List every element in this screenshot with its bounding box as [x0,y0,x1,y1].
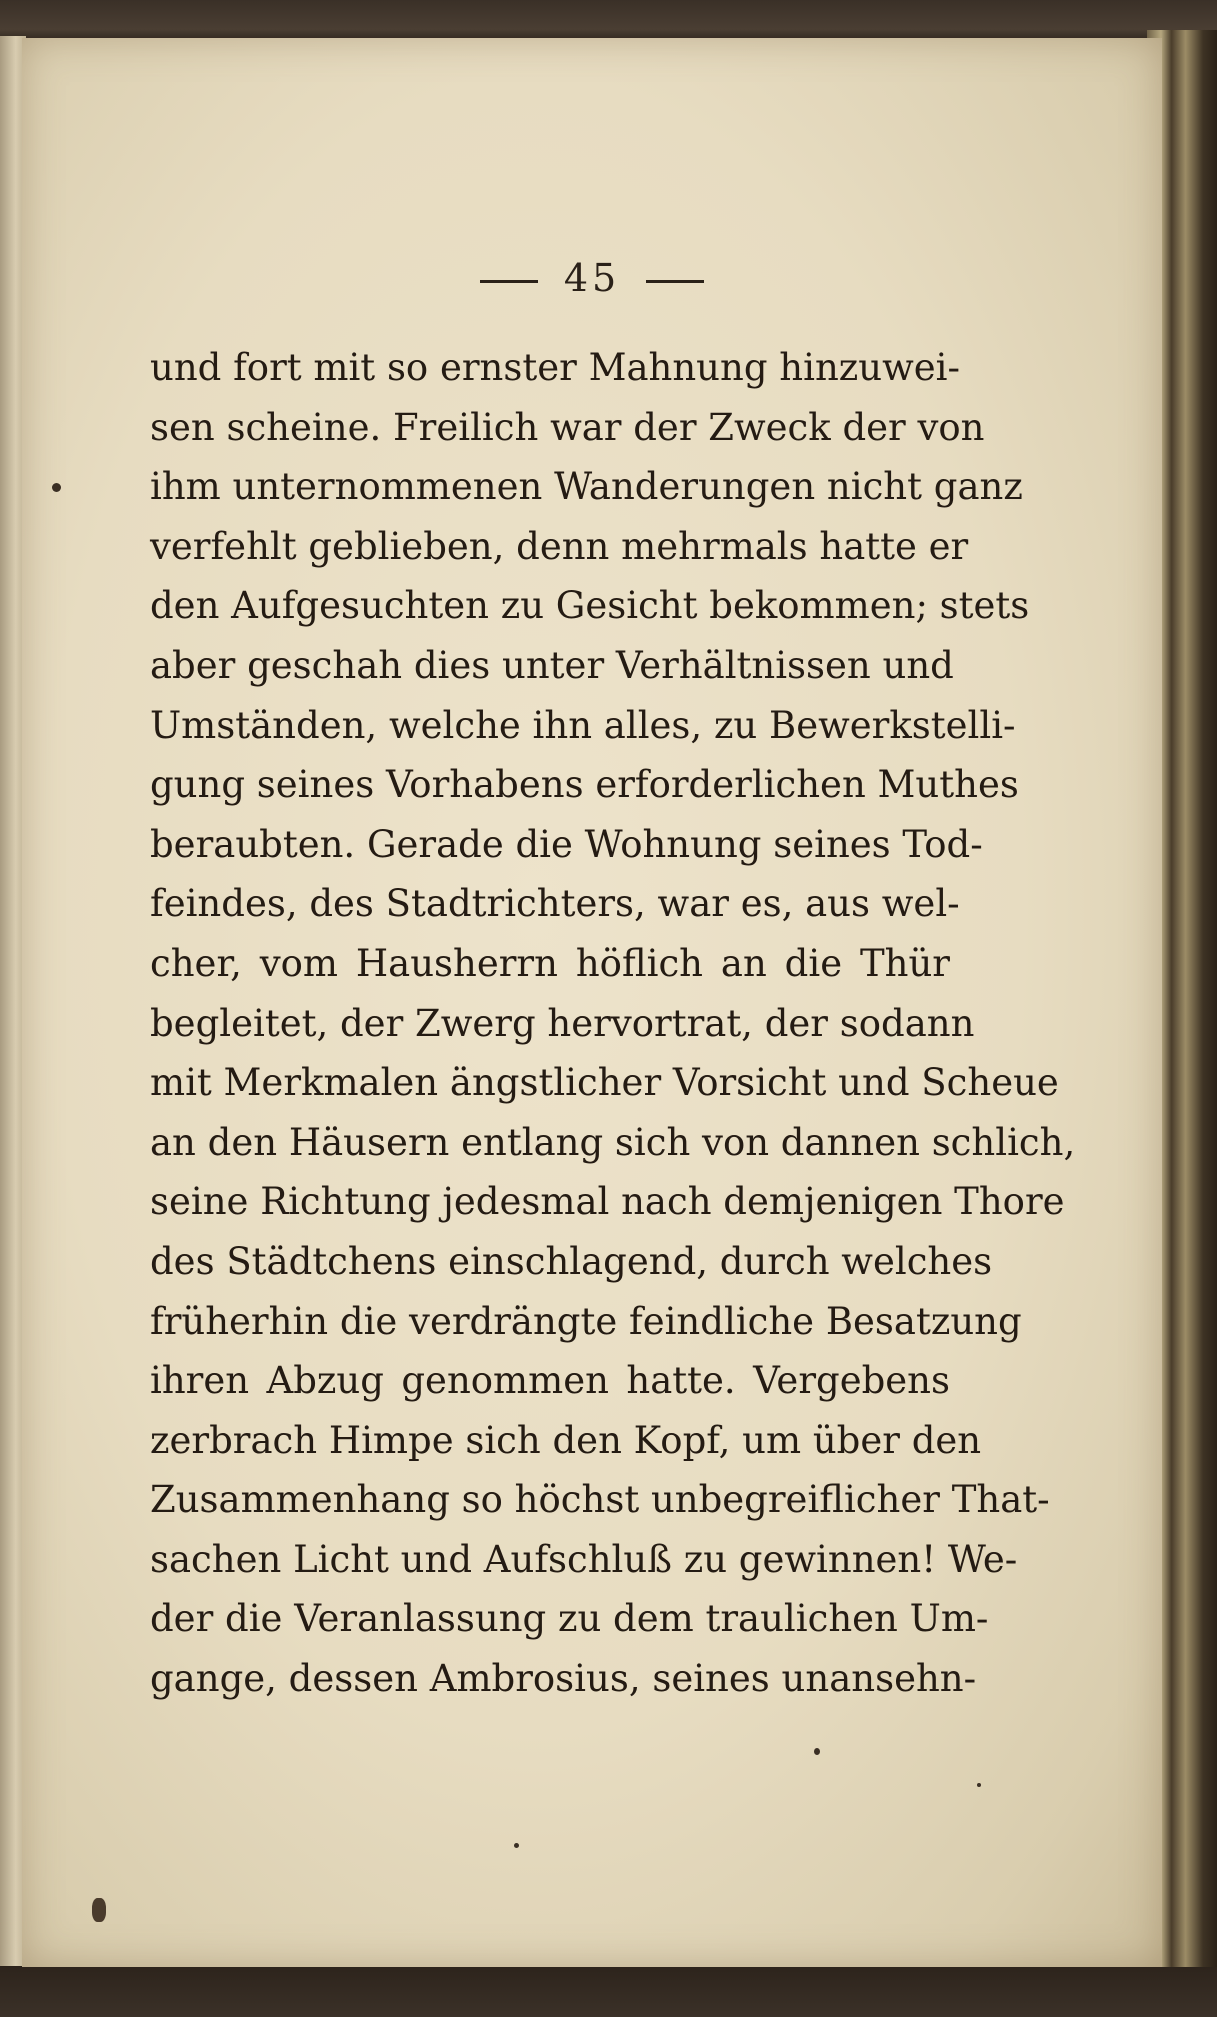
paper-speck [52,483,61,492]
text-line: an den Häusern entlang sich von dannen schlich, [150,1120,1076,1164]
page-header [22,256,1162,300]
text-line: cher, vom Hausherrn höflich an die Thür [150,941,950,985]
paper-speck [514,1843,519,1848]
paper-speck [977,1783,981,1787]
paper-speck [92,1898,106,1922]
book-page [22,38,1162,1968]
text-line: verfehlt geblieben, denn mehrmals hatte er [150,524,969,568]
paper-speck [814,1748,820,1755]
text-line: gange, dessen Ambrosius, seines unansehn- [150,1657,977,1701]
text-line: den Aufgesuchten zu Gesicht bekommen; stets [150,584,1030,628]
book-cover-bottom [0,1967,1217,2017]
text-line: sen scheine. Freilich war der Zweck der von [150,405,985,449]
header-dash-right [646,280,704,283]
text-line: seine Richtung jedesmal nach demjenigen Thore [150,1180,1065,1224]
text-line: gung seines Vorhabens erforderlichen Muthes [150,763,1019,807]
text-line: Zusammenhang so höchst unbegreiflicher That- [150,1478,1050,1522]
text-line: des Städtchens einschlagend, durch welches [150,1239,993,1283]
text-line: zerbrach Himpe sich den Kopf, um über den [150,1418,982,1462]
body-text [150,338,1076,1709]
text-line: begleitet, der Zwerg hervortrat, der sodann [150,1001,975,1045]
text-line: mit Merkmalen ängstlicher Vorsicht und Scheue [150,1061,1059,1105]
text-line: ihren Abzug genommen hatte. Vergebens [150,1359,950,1403]
text-line: ihm unternommenen Wanderungen nicht ganz [150,465,1023,509]
text-line: der die Veranlassung zu dem traulichen Um- [150,1597,989,1641]
text-line: Umständen, welche ihn alles, zu Bewerkstelli- [150,703,1016,747]
text-line: aber geschah dies unter Verhältnissen und [150,643,954,687]
text-line: beraubten. Gerade die Wohnung seines Tod- [150,822,983,866]
book-cover-top [0,0,1217,42]
page-number: 45 [563,256,621,300]
text-line: feindes, des Stadtrichters, war es, aus wel- [150,882,960,926]
text-line: und fort mit so ernster Mahnung hinzuwei- [150,346,961,389]
text-line: sachen Licht und Aufschluß zu gewinnen! We- [150,1537,1018,1581]
header-dash-left [480,280,538,283]
text-line: früherhin die verdrängte feindliche Besatzung [150,1299,1022,1343]
